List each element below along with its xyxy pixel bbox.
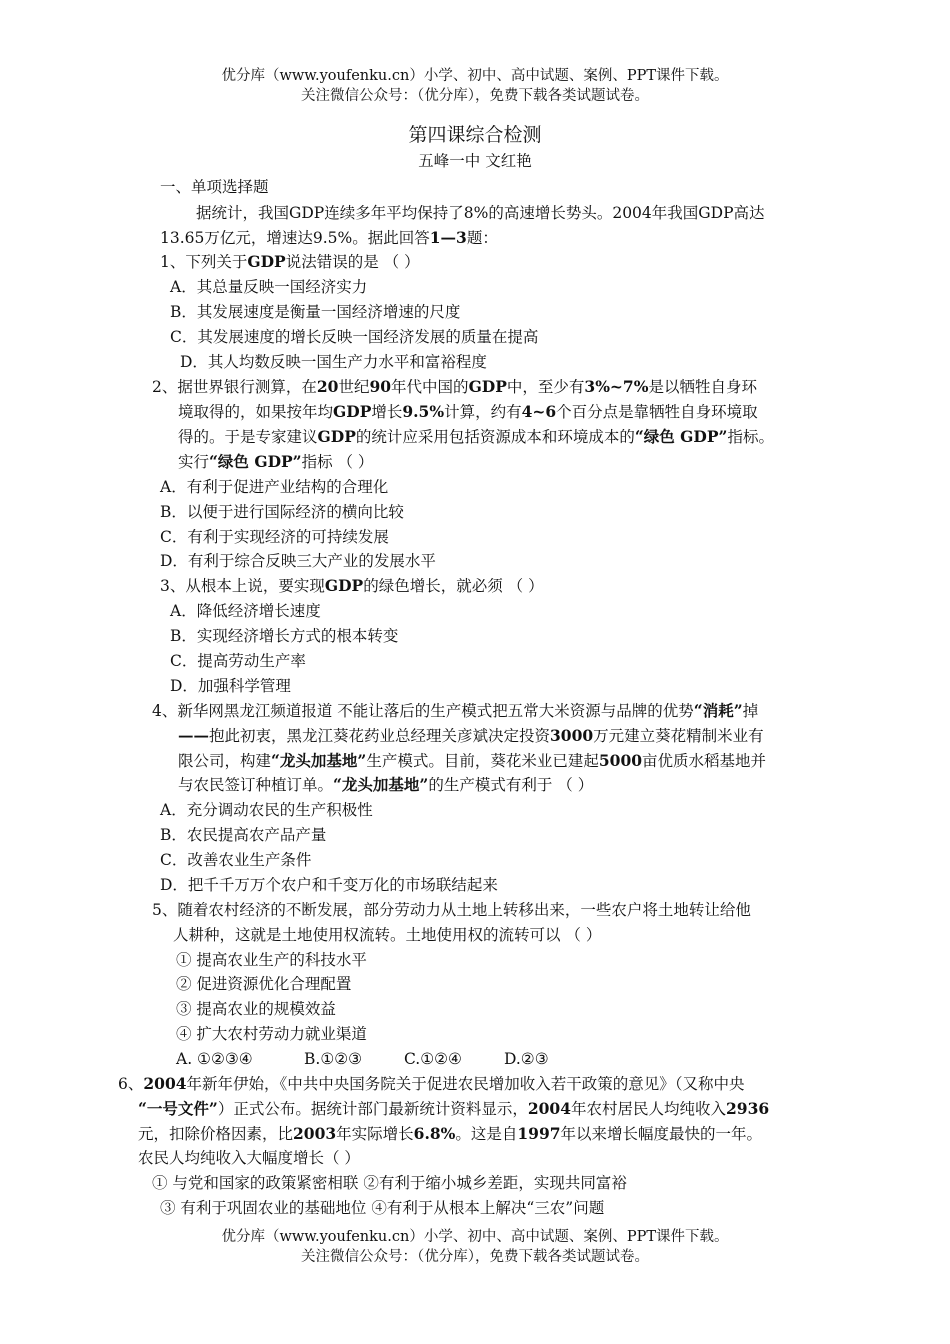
q5-stem-line-2: 人耕种，这就是土地使用权流转。土地使用权的流转可以 （ ） <box>173 926 602 944</box>
q4-option-c: C．改善农业生产条件 <box>160 851 312 869</box>
q6-stem-line-1: 6、2004年新年伊始，《中共中央国务院关于促进农民增加收入若干政策的意见》（又称中央 <box>118 1074 745 1093</box>
q6-stem-line-4: 农民人均纯收入大幅度增长（ ） <box>138 1149 360 1167</box>
q5-option-c: C.①②④ <box>404 1050 462 1068</box>
q4-option-d: D．把千千万万个农户和千变万化的市场联结起来 <box>160 876 498 894</box>
footer-line-1: 优分库（www.youfenku.cn）小学、初中、高中试题、案例、PPT课件下载。 <box>221 1229 729 1245</box>
q1-option-a: A．其总量反映一国经济实力 <box>170 278 368 296</box>
q5-option-b: B.①②③ <box>304 1050 363 1068</box>
q5-option-a: A. ①②③④ <box>176 1050 253 1068</box>
q2-stem-line-3: 得的。于是专家建议GDP的统计应采用包括资源成本和环境成本的“绿色 GDP”指标。 <box>178 427 774 446</box>
author: 五峰一中 文红艳 <box>418 152 532 170</box>
q5-item-3: ③ 提高农业的规模效益 <box>176 1000 336 1018</box>
q3-option-c: C．提高劳动生产率 <box>170 652 306 670</box>
q4-stem-line-2: ——抱此初衷，黑龙江葵花药业总经理关彦斌决定投资3000万元建立葵花精制米业有 <box>178 726 764 745</box>
q5-item-1: ① 提高农业生产的科技水平 <box>176 951 367 969</box>
q4-stem-line-1: 4、新华网黑龙江频道报道 不能让落后的生产模式把五常大米资源与品牌的优势“消耗”掉 <box>152 701 759 720</box>
q2-stem-line-2: 境取得的，如果按年均GDP增长9.5%计算，约有4~6个百分点是靠牺牲自身环境取 <box>178 402 758 421</box>
q5-option-d: D.②③ <box>504 1050 549 1068</box>
intro-line-1: 据统计，我国GDP连续多年平均保持了8%的高速增长势头。2004年我国GDP高达 <box>196 204 765 222</box>
q3-option-d: D．加强科学管理 <box>170 677 291 695</box>
q6-items-3-4: ③ 有利于巩固农业的基础地位 ④有利于从根本上解决“三农”问题 <box>160 1199 605 1217</box>
q3-option-a: A．降低经济增长速度 <box>170 602 321 620</box>
q5-item-4: ④ 扩大农村劳动力就业渠道 <box>176 1025 367 1043</box>
intro-line-2: 13.65万亿元，增速达9.5%。据此回答1—3题： <box>160 228 498 247</box>
q5-item-2: ② 促进资源优化合理配置 <box>176 975 352 993</box>
page-title: 第四课综合检测 <box>408 124 542 146</box>
q6-stem-line-2: “一号文件”）正式公布。据统计部门最新统计资料显示，2004年农村居民人均纯收入2936 <box>138 1099 770 1118</box>
q1-stem: 1、下列关于GDP说法错误的是 （ ） <box>160 252 420 271</box>
header-line-1: 优分库（www.youfenku.cn）小学、初中、高中试题、案例、PPT课件下载。 <box>221 68 729 84</box>
footer-line-2: 关注微信公众号：（优分库），免费下载各类试题试卷。 <box>301 1249 649 1265</box>
q4-option-a: A．充分调动农民的生产积极性 <box>160 801 373 819</box>
q1-option-b: B．其发展速度是衡量一国经济增速的尺度 <box>170 303 461 321</box>
q1-option-d: D．其人均数反映一国生产力水平和富裕程度 <box>180 353 487 371</box>
q6-items-1-2: ① 与党和国家的政策紧密相联 ②有利于缩小城乡差距，实现共同富裕 <box>152 1174 627 1192</box>
section-heading: 一、单项选择题 <box>160 178 269 196</box>
q2-stem-line-4: 实行“绿色 GDP”指标 （ ） <box>178 452 374 471</box>
q4-stem-line-4: 与农民签订种植订单。“龙头加基地”的生产模式有利于 （ ） <box>178 775 594 794</box>
q5-stem-line-1: 5、随着农村经济的不断发展，部分劳动力从土地上转移出来，一些农户将土地转让给他 <box>152 901 751 919</box>
q4-option-b: B．农民提高农产品产量 <box>160 826 327 844</box>
q4-stem-line-3: 限公司，构建“龙头加基地”生产模式。目前，葵花米业已建起5000亩优质水稻基地并 <box>178 751 767 770</box>
q6-stem-line-3: 元，扣除价格因素，比2003年实际增长6.8%。这是自1997年以来增长幅度最快的一年。 <box>138 1124 763 1143</box>
q1-option-c: C．其发展速度的增长反映一国经济发展的质量在提高 <box>170 328 539 346</box>
q3-stem: 3、从根本上说，要实现GDP的绿色增长，就必须 （ ） <box>160 576 544 595</box>
q2-stem-line-1: 2、据世界银行测算，在20世纪90年代中国的GDP中，至少有3%~7%是以牺牲自身环 <box>152 377 757 396</box>
q2-option-b: B．以便于进行国际经济的横向比较 <box>160 503 404 521</box>
q2-option-a: A．有利于促进产业结构的合理化 <box>160 478 389 496</box>
header-line-2: 关注微信公众号：（优分库），免费下载各类试题试卷。 <box>301 88 649 104</box>
q2-option-c: C．有利于实现经济的可持续发展 <box>160 528 389 546</box>
q2-option-d: D．有利于综合反映三大产业的发展水平 <box>160 552 436 570</box>
q3-option-b: B．实现经济增长方式的根本转变 <box>170 627 399 645</box>
